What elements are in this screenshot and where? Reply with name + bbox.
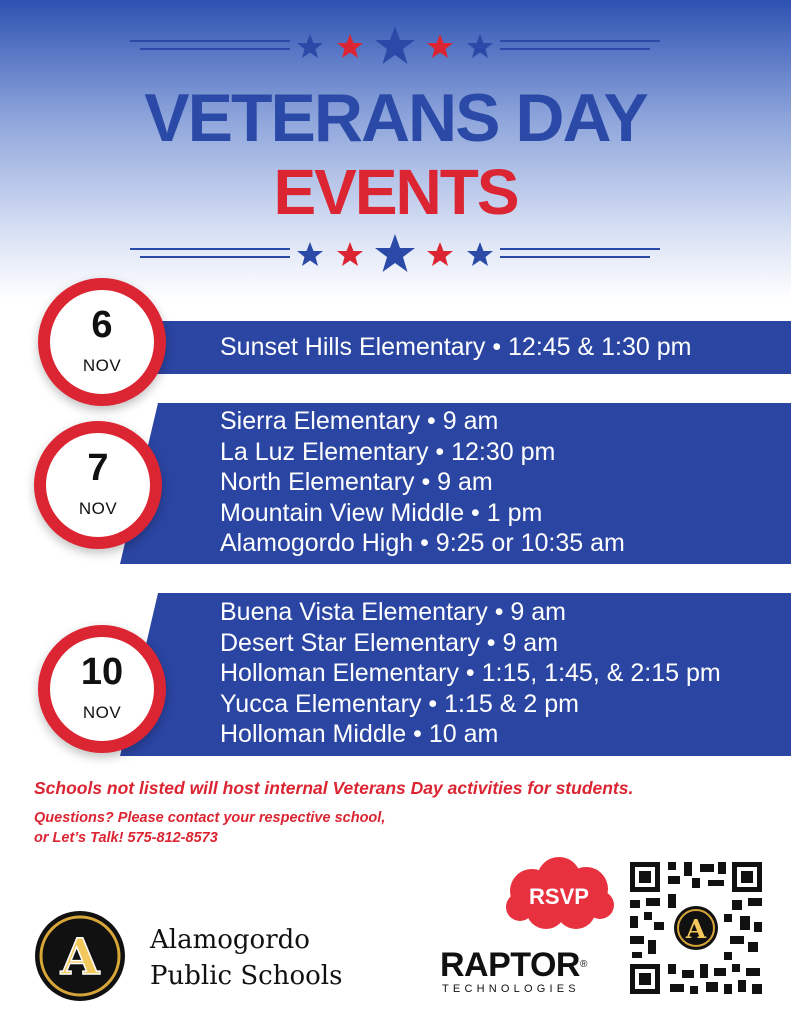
top-stars-row xyxy=(295,26,495,66)
star-icon xyxy=(375,26,415,64)
event-line: Buena Vista Elementary • 9 am xyxy=(220,598,566,626)
date-month: NOV xyxy=(82,703,122,722)
star-icon xyxy=(467,242,493,266)
event-list-nov-10 xyxy=(220,597,721,750)
district-name-line-2: Public Schools xyxy=(150,961,343,991)
star-icon xyxy=(337,242,363,266)
event-line: Desert Star Elementary • 9 am xyxy=(220,628,559,657)
event-line: La Luz Elementary • 12:30 pm xyxy=(220,437,556,466)
star-icon xyxy=(427,34,453,58)
district-name-line-1: Alamogordo xyxy=(150,925,310,955)
header-rule-bottom-left-2 xyxy=(140,256,290,258)
event-line: Alamogordo High • 9:25 or 10:35 am xyxy=(220,529,625,557)
rsvp-cloud-icon xyxy=(502,855,616,935)
star-icon xyxy=(467,34,493,58)
date-badge-nov-6 xyxy=(38,278,166,406)
date-month: NOV xyxy=(82,356,122,375)
raptor-subtitle: TECHNOLOGIES xyxy=(442,983,580,995)
district-name xyxy=(150,922,342,994)
date-day: 7 xyxy=(87,447,109,489)
header-rule-top-left-2 xyxy=(140,48,290,50)
internal-activities-note: Schools not listed will host internal Veterans Day activities for students. xyxy=(34,778,634,798)
qr-center-letter: A xyxy=(685,915,707,945)
date-badge-nov-10 xyxy=(38,625,166,753)
rsvp-label: RSVP xyxy=(529,884,589,909)
date-month: NOV xyxy=(78,499,118,518)
header-rule-bottom-left-1 xyxy=(130,248,290,250)
event-line: North Elementary • 9 am xyxy=(220,468,493,496)
questions-note-line-2: or Let’s Talk! 575-812-8573 xyxy=(34,830,218,846)
registered-mark: ® xyxy=(579,959,587,970)
title-line-1: VETERANS DAY xyxy=(144,80,647,156)
school-logo-icon xyxy=(34,910,126,1002)
event-list-nov-6 xyxy=(220,332,691,363)
bottom-stars-row xyxy=(295,234,495,274)
qr-code-icon[interactable] xyxy=(628,860,764,996)
raptor-name: RAPTOR xyxy=(440,946,580,984)
star-icon xyxy=(337,34,363,58)
event-line: Sierra Elementary • 9 am xyxy=(220,407,499,435)
event-line: Yucca Elementary • 1:15 & 2 pm xyxy=(220,689,579,718)
questions-note-line-1: Questions? Please contact your respective school, xyxy=(34,810,386,826)
event-line: Holloman Elementary • 1:15, 1:45, & 2:15 pm xyxy=(220,659,721,687)
star-icon xyxy=(427,242,453,266)
star-icon xyxy=(297,34,323,58)
event-list-nov-7 xyxy=(220,406,625,559)
event-line: Sunset Hills Elementary • 12:45 & 1:30 pm xyxy=(220,333,692,361)
header-rule-top-right-1 xyxy=(500,40,660,42)
school-logo-letter: A xyxy=(60,927,100,986)
date-day: 6 xyxy=(91,304,113,346)
event-line: Mountain View Middle • 1 pm xyxy=(220,498,543,527)
title-line-2: EVENTS xyxy=(273,156,518,228)
event-line: Holloman Middle • 10 am xyxy=(220,720,499,748)
date-day: 10 xyxy=(80,651,124,693)
star-icon xyxy=(375,234,415,272)
date-badge-nov-7 xyxy=(34,421,162,549)
header-rule-top-left-1 xyxy=(130,40,290,42)
header-rule-bottom-right-2 xyxy=(500,256,650,258)
star-icon xyxy=(297,242,323,266)
raptor-wordmark xyxy=(440,948,608,982)
header-rule-bottom-right-1 xyxy=(500,248,660,250)
header-rule-top-right-2 xyxy=(500,48,650,50)
